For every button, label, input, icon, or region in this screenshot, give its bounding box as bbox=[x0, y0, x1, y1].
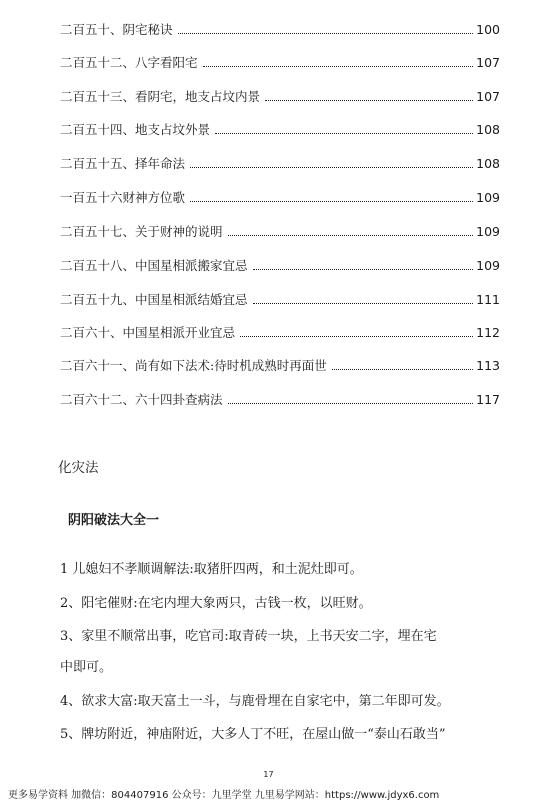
toc-entry bbox=[60, 186, 500, 206]
toc-leader-dots bbox=[178, 32, 474, 34]
toc-entry bbox=[60, 321, 500, 341]
toc-entry-title: 二百五十、阴宅秘诀 bbox=[60, 22, 173, 37]
toc-entry-title: 一百五十六财神方位歌 bbox=[60, 190, 186, 205]
toc-leader-dots bbox=[190, 200, 473, 202]
toc-entry-title: 二百五十九、中国星相派结婚宜忌 bbox=[60, 292, 248, 307]
toc-entry-page: 100 bbox=[476, 22, 500, 37]
toc-entry-page: 112 bbox=[476, 325, 500, 340]
toc-entry-page: 108 bbox=[476, 156, 500, 171]
toc-entry-page: 109 bbox=[476, 224, 500, 239]
footer-text: 更多易学资料 加微信：804407916 公众号：九里学堂 九里易学网站：https://www.jdyx6.com bbox=[8, 790, 440, 801]
toc-entry-title: 二百五十二、八字看阳宅 bbox=[60, 55, 198, 70]
paragraph: 3、家里不顺常出事，吃官司:取青砖一块，上书天安二字，埋在宅 bbox=[60, 629, 437, 644]
toc-entry-page: 108 bbox=[476, 122, 500, 137]
toc-leader-dots bbox=[228, 402, 474, 404]
page-number: 17 bbox=[263, 770, 274, 779]
toc-entry-page: 109 bbox=[476, 190, 500, 205]
toc-entry-title: 二百五十五、择年命法 bbox=[60, 156, 186, 171]
toc-entry bbox=[60, 18, 500, 38]
paragraph: 2、阳宅催财:在宅内埋大象两只，古钱一枚，以旺财。 bbox=[60, 596, 372, 611]
toc-leader-dots bbox=[332, 368, 473, 370]
paragraph: 4、欲求大富:取天富土一斗，与鹿骨埋在自家宅中，第二年即可发。 bbox=[60, 694, 450, 709]
toc-entry-title: 二百六十一、尚有如下法术:待时机成熟时再面世 bbox=[60, 358, 327, 373]
toc-entry bbox=[60, 254, 500, 274]
toc-entry-title: 二百五十七、关于财神的说明 bbox=[60, 224, 223, 239]
toc-entry bbox=[60, 85, 500, 105]
toc-entry bbox=[60, 152, 500, 172]
paragraph: 1 儿媳妇不孝顺调解法:取猪肝四两，和土泥灶即可。 bbox=[60, 562, 363, 577]
toc-entry-page: 117 bbox=[476, 392, 500, 407]
toc-entry-page: 111 bbox=[476, 292, 500, 307]
toc-entry-page: 107 bbox=[476, 89, 500, 104]
toc-leader-dots bbox=[228, 234, 474, 236]
toc-entry-title: 二百五十八、中国星相派搬家宜忌 bbox=[60, 258, 248, 273]
sub-title: 阴阳破法大全一 bbox=[68, 513, 160, 528]
toc-leader-dots bbox=[190, 166, 473, 168]
section-title: 化灾法 bbox=[58, 460, 99, 476]
toc-leader-dots bbox=[265, 99, 473, 101]
toc-entry-page: 107 bbox=[476, 55, 500, 70]
toc-leader-dots bbox=[253, 302, 474, 304]
toc-entry-title: 二百六十、中国星相派开业宜忌 bbox=[60, 325, 236, 340]
toc-leader-dots bbox=[203, 65, 474, 67]
toc-entry-title: 二百六十二、六十四卦查病法 bbox=[60, 392, 223, 407]
paragraph: 中即可。 bbox=[60, 660, 113, 675]
toc-entry-page: 109 bbox=[476, 258, 500, 273]
toc-entry-title: 二百五十三、看阴宅，地支占坟内景 bbox=[60, 89, 261, 104]
toc-entry-page: 113 bbox=[476, 358, 500, 373]
toc-entry bbox=[60, 220, 500, 240]
toc-entry bbox=[60, 354, 500, 374]
toc-entry-title: 二百五十四、地支占坟外景 bbox=[60, 122, 211, 137]
toc-leader-dots bbox=[215, 132, 473, 134]
toc-leader-dots bbox=[253, 268, 474, 270]
paragraph: 5、牌坊附近，神庙附近，大多人丁不旺，在屋山做一“泰山石敢当” bbox=[60, 727, 446, 742]
toc-entry bbox=[60, 288, 500, 308]
toc-entry bbox=[60, 118, 500, 138]
toc-entry bbox=[60, 51, 500, 71]
toc-leader-dots bbox=[240, 335, 473, 337]
toc-entry bbox=[60, 388, 500, 408]
